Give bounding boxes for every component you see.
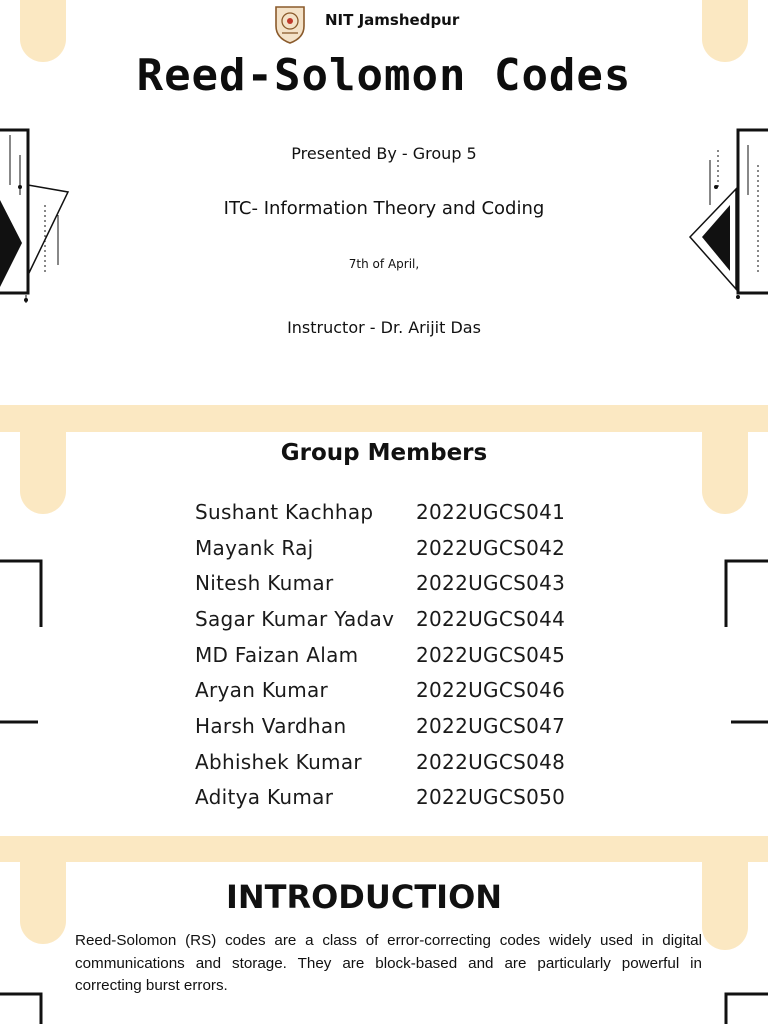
- group-members-slide: [0, 432, 768, 836]
- member-row: [195, 637, 565, 673]
- member-row: [195, 708, 565, 744]
- college-emblem-icon: [273, 4, 307, 44]
- member-name: Harsh Vardhan: [195, 713, 347, 738]
- member-name: Sagar Kumar Yadav: [195, 606, 395, 631]
- member-roll: 2022UGCS050: [416, 785, 566, 810]
- group-members-heading: Group Members: [280, 440, 488, 466]
- member-name: Mayank Raj: [195, 535, 314, 560]
- member-roll: 2022UGCS048: [416, 749, 566, 774]
- member-row: [195, 565, 565, 601]
- member-roll: 2022UGCS044: [416, 606, 566, 631]
- member-roll: 2022UGCS043: [416, 571, 566, 596]
- instructor-name: Instructor - Dr. Arijit Das: [287, 318, 481, 337]
- presentation-date: 7th of April,: [348, 257, 420, 271]
- member-roll: 2022UGCS046: [416, 678, 566, 703]
- introduction-paragraph: Reed-Solomon (RS) codes are a class of error-correcting codes widely used in digital communications and storage. They are block-based and are particularly powerful in correcting burst errors.: [75, 932, 702, 994]
- member-row: [195, 780, 565, 816]
- presented-by: Presented By - Group 5: [291, 144, 477, 163]
- geometric-decor-right: [688, 125, 768, 310]
- bracket-decor-left: [0, 990, 45, 1024]
- geometric-decor-left: [0, 125, 80, 310]
- member-name: Aryan Kumar: [195, 678, 329, 703]
- member-roll: 2022UGCS042: [416, 535, 566, 560]
- member-name: Aditya Kumar: [195, 785, 334, 810]
- introduction-heading: INTRODUCTION: [225, 878, 503, 916]
- introduction-slide: [0, 862, 768, 1024]
- cover-slide: [0, 0, 768, 405]
- presentation-title: Reed-Solomon Codes: [136, 50, 632, 101]
- member-row: [195, 672, 565, 708]
- member-roll: 2022UGCS041: [416, 499, 566, 524]
- member-name: MD Faizan Alam: [195, 642, 359, 667]
- member-row: [195, 744, 565, 780]
- course-name: ITC- Information Theory and Coding: [223, 198, 545, 219]
- bracket-decor-right: [723, 557, 768, 727]
- member-row: [195, 494, 565, 530]
- member-row: [195, 530, 565, 566]
- member-name: Abhishek Kumar: [195, 749, 362, 774]
- member-roll: 2022UGCS047: [416, 713, 566, 738]
- member-row: [195, 601, 565, 637]
- member-roll: 2022UGCS045: [416, 642, 566, 667]
- institution-name: NIT Jamshedpur: [325, 11, 460, 29]
- member-list: [195, 494, 565, 815]
- member-name: Sushant Kachhap: [195, 499, 374, 524]
- bracket-decor-left: [0, 557, 45, 727]
- bracket-decor-right: [723, 990, 768, 1024]
- member-name: Nitesh Kumar: [195, 571, 334, 596]
